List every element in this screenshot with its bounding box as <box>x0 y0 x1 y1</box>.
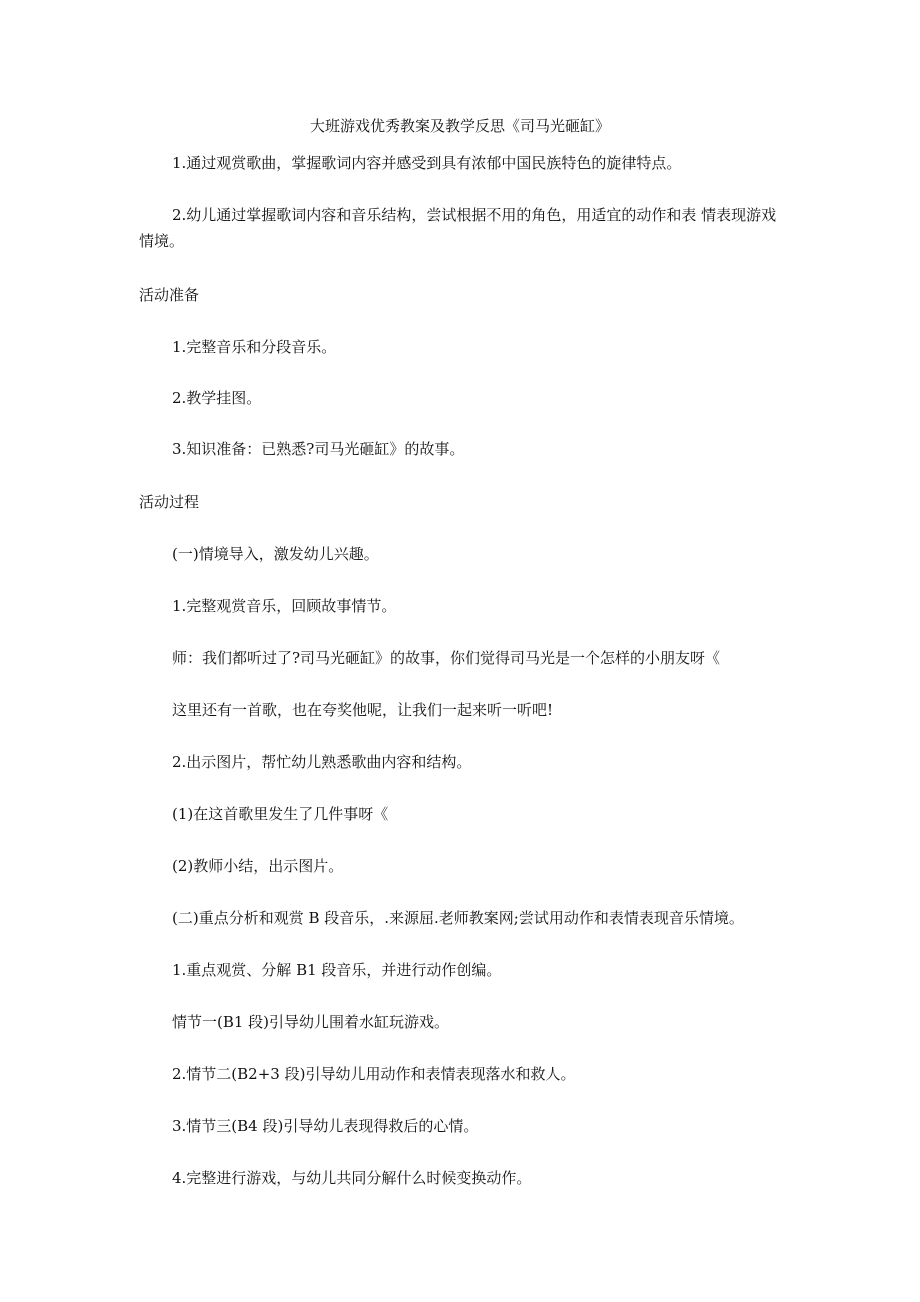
paragraph-process-4: 这里还有一首歌，也在夸奖他呢，让我们一起来听一听吧! <box>172 701 554 719</box>
paragraph-goal-1: 1.通过观赏歌曲，掌握歌词内容并感受到具有浓郁中国民族特色的旋律特点。 <box>172 154 682 172</box>
paragraph-prep-3: 3.知识准备：已熟悉?司马光砸缸》的故事。 <box>172 440 465 458</box>
document-title: 大班游戏优秀教案及教学反思《司马光砸缸》 <box>309 117 610 135</box>
paragraph-process-2: 1.完整观赏音乐，回顾故事情节。 <box>172 597 397 615</box>
paragraph-process-6: (1)在这首歌里发生了几件事呀《 <box>172 805 389 823</box>
paragraph-prep-2: 2.教学挂图。 <box>172 389 262 407</box>
paragraph-process-8: (二)重点分析和观赏 B 段音乐，.来源屈.老师教案网;尝试用动作和表情表现音乐情境。 <box>172 909 744 927</box>
paragraph-prep-1: 1.完整音乐和分段音乐。 <box>172 338 337 356</box>
heading-activity-process: 活动过程 <box>139 493 200 511</box>
paragraph-process-9: 1.重点观赏、分解 B1 段音乐，并进行动作创编。 <box>172 961 502 979</box>
paragraph-process-7: (2)教师小结，出示图片。 <box>172 857 344 875</box>
paragraph-process-5: 2.出示图片，帮忙幼儿熟悉歌曲内容和结构。 <box>172 753 472 771</box>
paragraph-process-10: 情节一(B1 段)引导幼儿围着水缸玩游戏。 <box>172 1013 450 1031</box>
paragraph-process-11: 2.情节二(B2+3 段)引导幼儿用动作和表情表现落水和救人。 <box>172 1065 576 1083</box>
paragraph-goal-2 <box>139 202 789 254</box>
paragraph-process-1: (一)情境导入，激发幼儿兴趣。 <box>172 545 379 563</box>
paragraph-process-13: 4.完整进行游戏，与幼儿共同分解什么时候变换动作。 <box>172 1169 532 1187</box>
paragraph-process-12: 3.情节三(B4 段)引导幼儿表现得救后的心情。 <box>172 1117 479 1135</box>
paragraph-process-3: 师：我们都听过了?司马光砸缸》的故事，你们觉得司马光是一个怎样的小朋友呀《 <box>172 649 721 667</box>
heading-activity-preparation: 活动准备 <box>139 286 200 304</box>
paragraph-goal-2-text: 2.幼儿通过掌握歌词内容和音乐结构，尝试根据不用的角色，用适宜的动作和表 情表现游戏情境。 <box>139 206 777 250</box>
